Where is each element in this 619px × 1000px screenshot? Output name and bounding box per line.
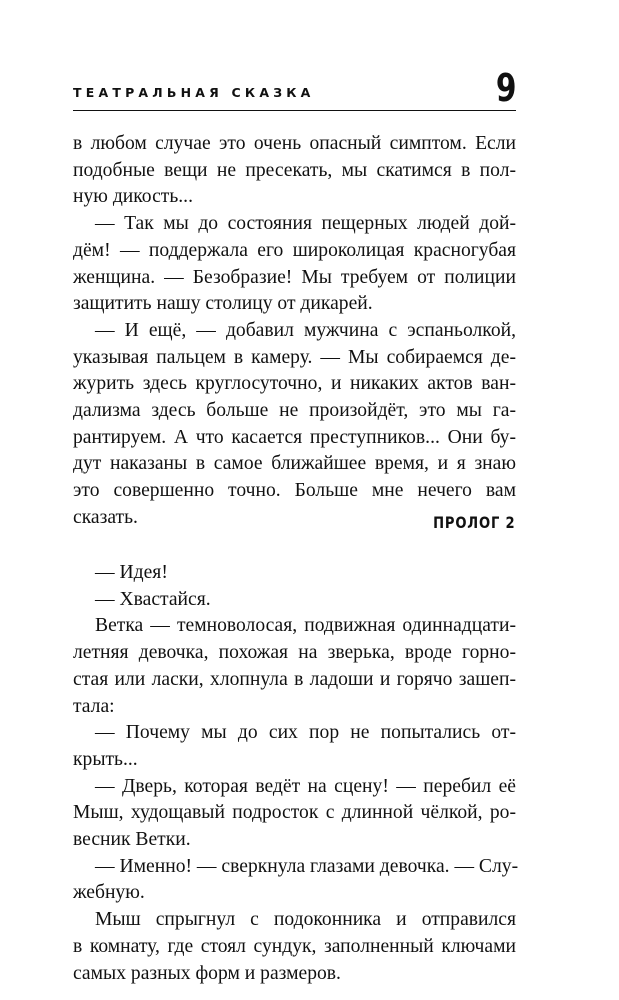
text-line: подобные вещи не пресекать, мы скатимся в пол- [73,159,516,181]
paragraph [73,774,516,854]
paragraph [73,720,516,773]
text-line: дём! — поддержала его широколицая красногубая [73,239,516,261]
text-line: — Дверь, которая ведёт на сцену! — перебил её [95,775,516,797]
paragraph [73,318,516,532]
text-line: летняя девочка, похожая на зверька, вроде горно- [73,642,516,664]
text-line: жебную. [73,882,145,904]
text-line: в любом случае это очень опасный симптом. Если [73,133,516,154]
text-line: женщина. — Безобразие! Мы требуем от полиции [73,266,516,288]
text-line: дализма здесь больше не произойдёт, это мы га- [73,400,516,422]
paragraph [73,613,516,720]
paragraph [73,907,516,987]
text-line: весник Ветки. [73,829,191,851]
body-text-block [73,131,516,532]
paragraph [73,560,516,587]
text-line: — Идея! [95,562,168,583]
text-line: самых разных форм и размеров. [73,962,341,984]
text-line: тала: [73,695,115,717]
header-rule [73,110,516,111]
page-number: 9 [495,66,516,110]
text-line: Мыш, худощавый подросток с длинной чёлкой, ро- [73,802,516,824]
paragraph [73,854,519,907]
text-line: крыть... [73,748,138,770]
text-line: рантируем. А что касается преступников... Они бу- [73,426,516,448]
paragraph [73,131,516,211]
body-text-block [73,560,519,987]
text-line: ную дикость... [73,186,193,208]
running-title: ТЕАТРАЛЬНАЯ СКАЗКА [73,85,315,100]
text-line: дут наказаны в самое ближайшее время, и я знаю [73,453,516,475]
chapter-title: ПРОЛОГ 2 [433,513,516,532]
text-line: это совершенно точно. Больше мне нечего вам [73,480,516,502]
text-line: стая или ласки, хлопнула в ладоши и горячо зашеп- [73,668,516,690]
paragraph [73,587,516,614]
text-line: — И ещё, — добавил мужчина с эспаньолкой, [95,319,516,341]
paragraph [73,211,516,318]
text-line: — Почему мы до сих пор не попытались от- [95,722,516,744]
text-line: — Хвастайся. [95,588,211,610]
text-line: Мыш спрыгнул с подоконника и отправился [95,909,516,931]
text-line: журить здесь круглосуточно, и никаких актов ван- [73,373,516,395]
text-line: сказать. [73,506,138,528]
text-line: в комнату, где стоял сундук, заполненный ключами [73,935,516,957]
text-line: защитить нашу столицу от дикарей. [73,293,373,315]
text-line: — Так мы до состояния пещерных людей дой- [95,213,516,235]
text-line: — Именно! — сверкнула глазами девочка. — Слу- [95,855,519,877]
text-line: указывая пальцем в камеру. — Мы собираемся де- [73,346,516,368]
text-line: Ветка — темноволосая, подвижная одиннадцати- [95,615,516,637]
